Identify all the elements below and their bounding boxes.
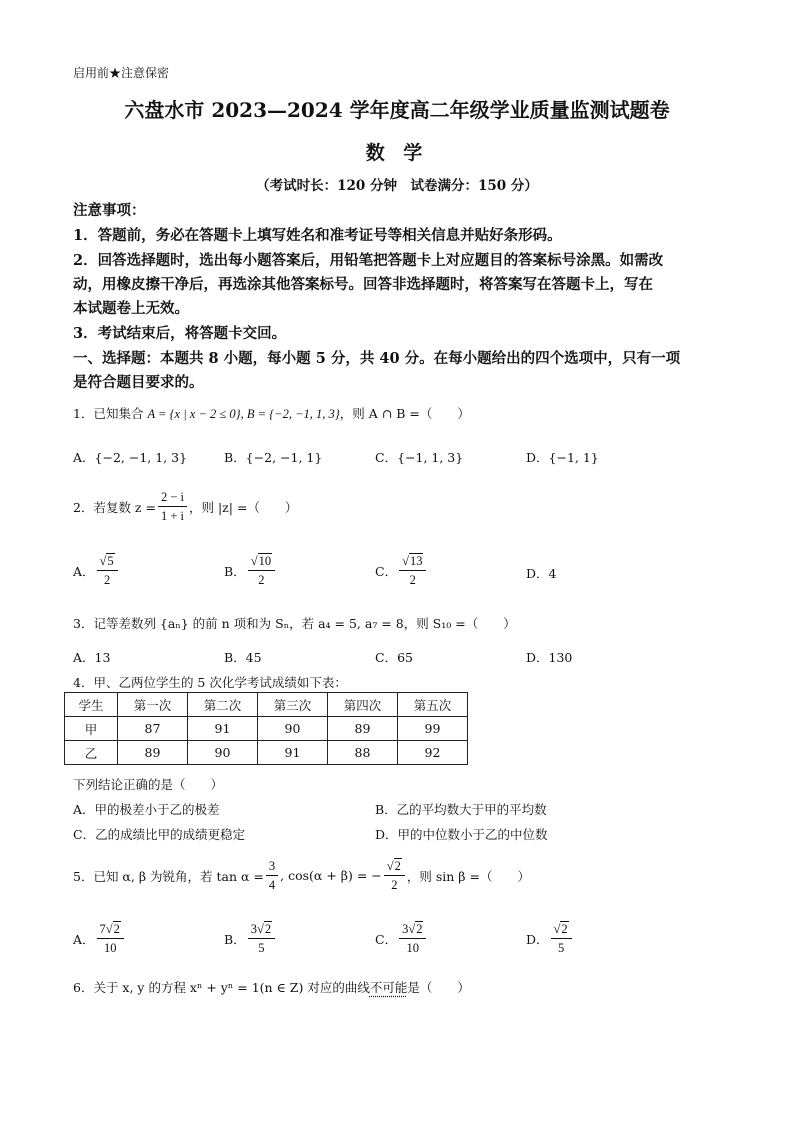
- question-4-stem: 4．甲、乙两位学生的 5 次化学考试成绩如下表：: [73, 675, 347, 690]
- table-cell: 87: [118, 717, 188, 741]
- notice-item-2-line-1: 2．回答选择题时，选出每小题答案后，用铅笔把答题卡上对应题目的答案标号涂黑。如需改: [73, 252, 664, 269]
- page-title: 六盘水市 2023—2024 学年度高二年级学业质量监测试题卷: [124, 98, 670, 122]
- q5-stem-middle: , cos(α + β) = −: [280, 868, 382, 883]
- q2-option-b-value: $\frac{√10}{2}$: [248, 552, 275, 589]
- q2-denominator: 1 + i: [160, 509, 184, 523]
- q5-cos-radicand: 2: [394, 859, 401, 873]
- q1-option-a[interactable]: A．{−2, −1, 1, 3}: [73, 450, 188, 465]
- q2-option-a-radicand: 5: [107, 554, 114, 568]
- q3-option-c[interactable]: C．65: [375, 650, 413, 665]
- q5-stem-suffix: ，则 sin β =（ ）: [406, 868, 530, 884]
- q2-option-c-value: $\frac{√13}{2}$: [399, 552, 426, 589]
- q1-option-c[interactable]: C．{−1, 1, 3}: [375, 450, 464, 465]
- q2-option-c-label: C．: [375, 563, 398, 579]
- table-cell: 90: [258, 717, 328, 741]
- question-5-stem: [73, 857, 530, 894]
- q3-option-b[interactable]: B．45: [224, 650, 262, 665]
- table-cell: 91: [188, 717, 258, 741]
- q5-option-b-value: $\frac{3√2}{5}$: [248, 920, 275, 957]
- q2-option-b-label: B．: [224, 563, 246, 579]
- q2-option-b-radicand: 10: [258, 554, 272, 568]
- q2-stem-suffix: ，则 |z| =（ ）: [189, 499, 298, 515]
- scores-table: [64, 692, 468, 765]
- q4-option-d[interactable]: D．甲的中位数小于乙的中位数: [375, 827, 548, 842]
- q5-tan-numerator: 3: [266, 857, 278, 876]
- q5-option-c-coef: 3: [402, 922, 409, 936]
- q2-option-c-radicand: 13: [409, 554, 423, 568]
- question-6-stem: [73, 978, 470, 996]
- q5-option-c-denominator: 10: [406, 941, 420, 955]
- q5-option-c[interactable]: [375, 920, 428, 957]
- question-1-stem: [73, 404, 470, 422]
- q5-option-a-denominator: 10: [103, 941, 117, 955]
- notice-item-1: 1．答题前，务必在答题卡上填写姓名和准考证号等相关信息并贴好条形码。: [73, 227, 562, 244]
- table-header-cell: 第一次: [118, 693, 188, 717]
- q5-option-b[interactable]: [224, 920, 277, 957]
- q4-option-b[interactable]: B．乙的平均数大于甲的平均数: [375, 802, 547, 817]
- q2-option-c[interactable]: [375, 552, 428, 589]
- section-heading-line-2: 是符合题目要求的。: [73, 374, 204, 391]
- q4-option-c[interactable]: C．乙的成绩比甲的成绩更稳定: [73, 827, 246, 842]
- q1-stem-prefix: 1．已知集合: [73, 406, 148, 421]
- q5-option-b-label: B．: [224, 931, 246, 947]
- subject-title: 数 学: [365, 142, 429, 164]
- table-cell: 乙: [65, 741, 118, 765]
- q5-option-b-coef: 3: [250, 922, 257, 936]
- q2-numerator: 2 − i: [158, 488, 187, 507]
- q6-emphasis: 不可能: [369, 980, 408, 995]
- table-header-cell: 学生: [65, 693, 118, 717]
- q5-option-c-radicand: 2: [416, 922, 423, 936]
- q5-option-a-value: $\frac{7√2}{10}$: [97, 920, 124, 957]
- q5-fraction-cos: $\frac{√2}{2}$: [384, 857, 405, 894]
- q4-option-a[interactable]: A．甲的极差小于乙的极差: [73, 802, 220, 817]
- q5-option-a-coef: 7: [99, 922, 106, 936]
- notice-item-3: 3．考试结束后，将答题卡交回。: [73, 325, 287, 342]
- q5-tan-denominator: 4: [268, 878, 276, 892]
- q2-option-b[interactable]: [224, 552, 277, 589]
- q5-option-a-label: A．: [73, 931, 95, 947]
- q5-option-d[interactable]: [526, 920, 574, 957]
- q2-option-a[interactable]: [73, 552, 120, 589]
- q2-option-c-denominator: 2: [409, 573, 416, 587]
- question-2-stem: [73, 488, 297, 525]
- q5-stem-prefix: 5．已知 α, β 为锐角，若 tan α =: [73, 868, 264, 884]
- notice-item-2-line-3: 本试题卷上无效。: [73, 300, 189, 317]
- q2-option-d[interactable]: D．4: [526, 566, 557, 581]
- table-cell: 89: [328, 717, 398, 741]
- table-header-cell: 第三次: [258, 693, 328, 717]
- q5-option-d-radicand: 2: [561, 922, 568, 936]
- q1-option-b[interactable]: B．{−2, −1, 1}: [224, 450, 323, 465]
- q2-option-a-label: A．: [73, 563, 95, 579]
- q2-option-b-denominator: 2: [258, 573, 265, 587]
- table-cell: 88: [328, 741, 398, 765]
- q2-option-a-denominator: 2: [103, 573, 111, 587]
- table-cell: 92: [398, 741, 468, 765]
- q2-fraction: [158, 488, 187, 525]
- table-cell: 90: [188, 741, 258, 765]
- q5-option-c-label: C．: [375, 931, 398, 947]
- table-header-row: [65, 693, 468, 717]
- table-header-cell: 第二次: [188, 693, 258, 717]
- q6-stem-suffix: 是（ ）: [407, 980, 470, 995]
- q6-stem-prefix: 6．关于 x, y 的方程 xⁿ + yⁿ = 1(n ∈ Z) 对应的曲线: [73, 980, 370, 995]
- table-row: [65, 717, 468, 741]
- q5-option-d-value: $\frac{√2}{5}$: [551, 920, 572, 957]
- notice-item-2-line-2: 动，用橡皮擦干净后，再选涂其他答案标号。回答非选择题时，将答案写在答题卡上，写在: [73, 276, 653, 293]
- q5-option-d-denominator: 5: [557, 941, 565, 955]
- table-header-cell: 第五次: [398, 693, 468, 717]
- table-cell: 甲: [65, 717, 118, 741]
- q2-stem-prefix: 2．若复数 z =: [73, 499, 156, 515]
- q5-option-a-radicand: 2: [113, 922, 120, 936]
- q1-option-d[interactable]: D．{−1, 1}: [526, 450, 599, 465]
- table-cell: 91: [258, 741, 328, 765]
- q3-option-d[interactable]: D．130: [526, 650, 573, 665]
- q3-option-a[interactable]: A．13: [73, 650, 111, 665]
- q5-option-c-value: $\frac{3√2}{10}$: [399, 920, 426, 957]
- q5-option-b-denominator: 5: [258, 941, 265, 955]
- section-heading-line-1: 一、选择题：本题共 8 小题，每小题 5 分，共 40 分。在每小题给出的四个选项中，只有一项: [73, 350, 681, 367]
- q5-fraction-tan: [266, 857, 278, 894]
- table-cell: 89: [118, 741, 188, 765]
- q1-sets: A = {x | x − 2 ≤ 0}, B = {−2, −1, 1, 3}: [147, 407, 340, 421]
- q5-option-d-label: D．: [526, 931, 549, 947]
- q5-option-a[interactable]: [73, 920, 126, 957]
- question-3-stem: 3．记等差数列 {aₙ} 的前 n 项和为 Sₙ，若 a₄ = 5, a₇ = 8，则 S₁₀ =（ ）: [73, 616, 516, 631]
- table-cell: 99: [398, 717, 468, 741]
- confidential-note: 启用前★注意保密: [73, 66, 170, 80]
- q2-option-a-value: $\frac{√5}{2}$: [97, 552, 118, 589]
- table-row: [65, 741, 468, 765]
- q5-cos-denominator: 2: [391, 878, 398, 892]
- q5-option-b-radicand: 2: [264, 922, 272, 936]
- exam-info: （考试时长：120 分钟 试卷满分：150 分）: [256, 178, 538, 194]
- q4-prompt: 下列结论正确的是（ ）: [73, 777, 224, 792]
- table-header-cell: 第四次: [328, 693, 398, 717]
- q1-stem-suffix: ，则 A ∩ B =（ ）: [339, 406, 470, 421]
- notice-heading: 注意事项：: [73, 202, 146, 219]
